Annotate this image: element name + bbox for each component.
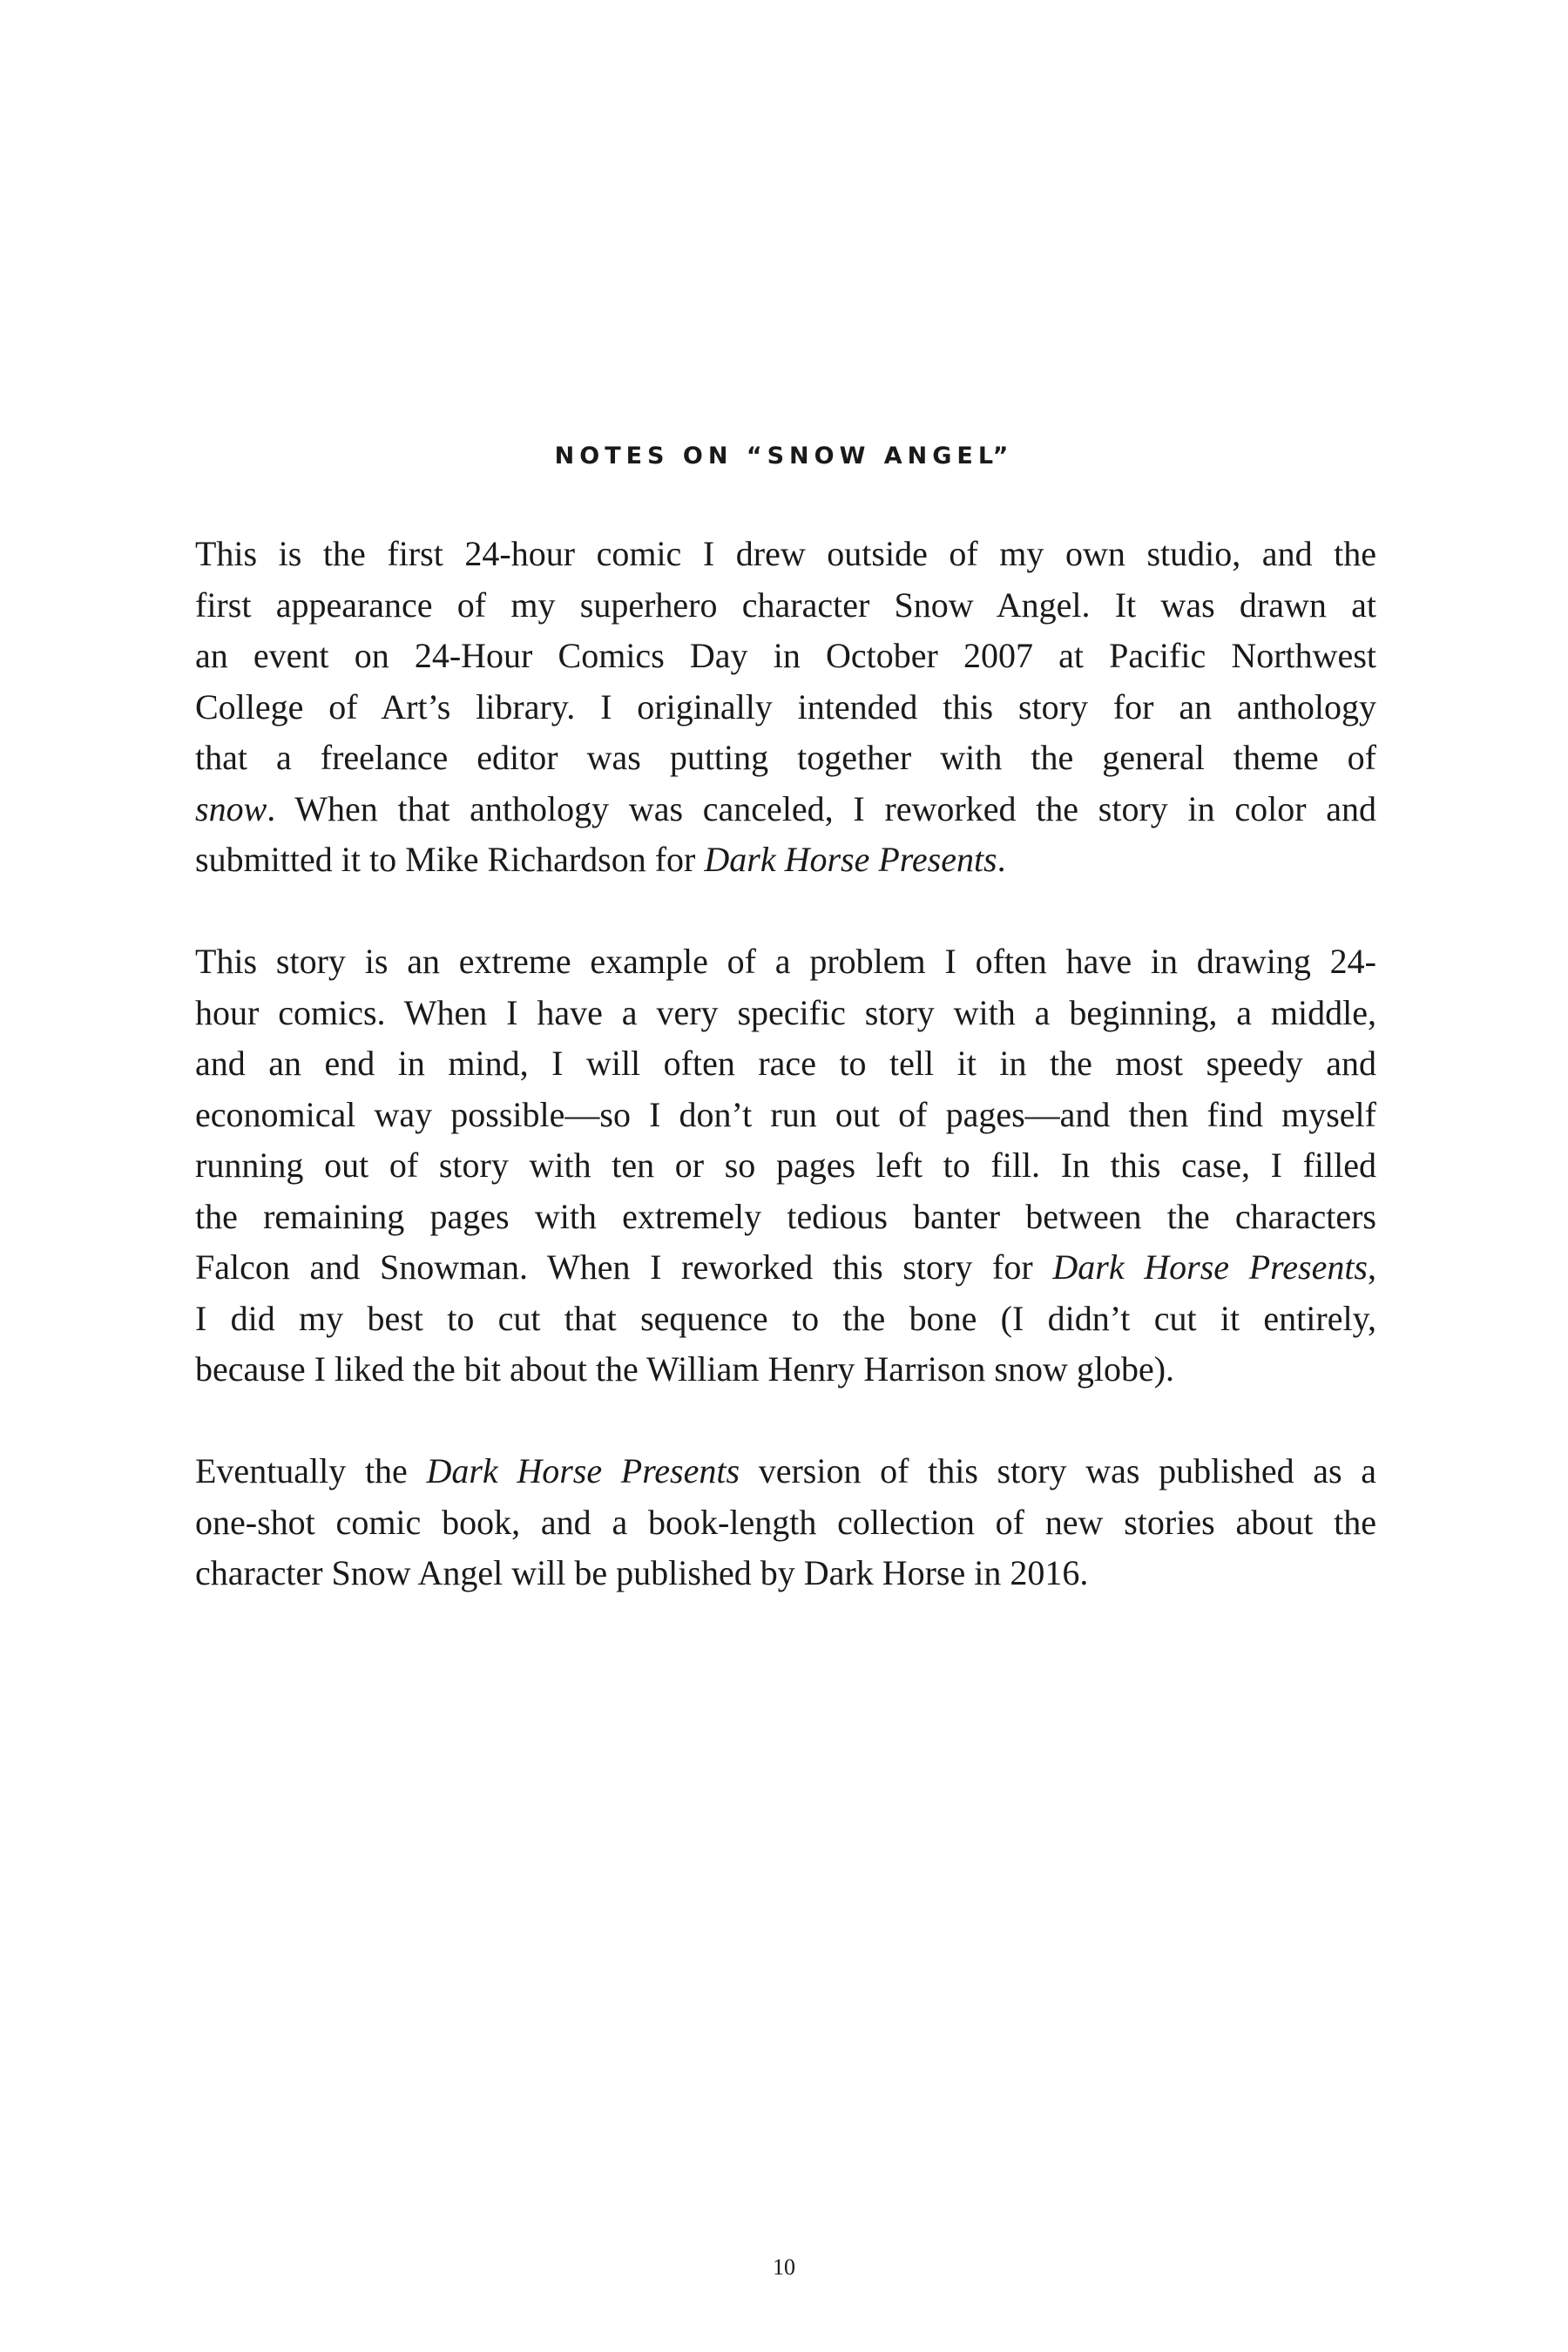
text-segment: hour comics. When I have a very specific story with a beginning, a middle, bbox=[195, 992, 1376, 1032]
text-segment: I did my best to cut that sequence to the bone (I didn’t cut it entirely, bbox=[195, 1298, 1376, 1338]
text-line bbox=[195, 529, 1376, 580]
text-segment: submitted it to Mike Richardson for bbox=[195, 840, 705, 879]
page-number: 10 bbox=[773, 2254, 795, 2280]
text-segment: first appearance of my superhero character Snow Angel. It was drawn at bbox=[195, 585, 1376, 625]
text-line bbox=[195, 1090, 1376, 1141]
text-segment: the remaining pages with extremely tedious banter between the characters bbox=[195, 1196, 1376, 1236]
text-line bbox=[195, 1446, 1376, 1497]
text-segment: This story is an extreme example of a problem I often have in drawing 24- bbox=[195, 942, 1376, 981]
text-line bbox=[195, 1344, 1376, 1396]
text-segment: economical way possible—so I don’t run out of pages—and then find myself bbox=[195, 1094, 1376, 1134]
page-title: NOTES ON “SNOW ANGEL” bbox=[554, 443, 1014, 470]
text-segment: . When that anthology was canceled, I reworked the story in color and bbox=[267, 788, 1376, 828]
text-segment: This is the first 24-hour comic I drew outside of my own studio, and the bbox=[195, 534, 1376, 573]
text-line bbox=[195, 733, 1376, 784]
text-segment: because I liked the bit about the William Henry Harrison snow globe). bbox=[195, 1349, 1175, 1389]
text-line bbox=[195, 1242, 1376, 1294]
text-segment: , bbox=[1368, 1247, 1376, 1287]
text-line bbox=[195, 936, 1376, 988]
italic-text: snow bbox=[195, 788, 267, 828]
text-line bbox=[195, 1192, 1376, 1243]
text-line bbox=[195, 784, 1376, 835]
text-segment: that a freelance editor was putting together with the general theme of bbox=[195, 738, 1376, 777]
body-text bbox=[195, 529, 1376, 1599]
text-segment: version of this story was published as a bbox=[740, 1451, 1377, 1490]
text-line bbox=[195, 1497, 1376, 1549]
paragraph bbox=[195, 1446, 1376, 1599]
text-line bbox=[195, 835, 1376, 886]
text-line bbox=[195, 1140, 1376, 1192]
text-segment: Eventually the bbox=[195, 1451, 427, 1490]
text-segment: running out of story with ten or so pages left to fill. In this case, I filled bbox=[195, 1146, 1376, 1185]
text-segment: an event on 24-Hour Comics Day in October 2007 at Pacific Northwest bbox=[195, 636, 1376, 675]
italic-text: Dark Horse Presents bbox=[1052, 1247, 1368, 1287]
text-line bbox=[195, 631, 1376, 682]
text-segment: character Snow Angel will be published by Dark Horse in 2016. bbox=[195, 1553, 1089, 1592]
text-line bbox=[195, 682, 1376, 733]
text-segment: . bbox=[997, 840, 1006, 879]
paragraph bbox=[195, 529, 1376, 886]
italic-text: Dark Horse Presents bbox=[426, 1451, 740, 1490]
text-segment: and an end in mind, I will often race to tell it in the most speedy and bbox=[195, 1044, 1376, 1083]
text-line bbox=[195, 580, 1376, 632]
text-segment: Falcon and Snowman. When I reworked this story for bbox=[195, 1247, 1053, 1287]
text-segment: College of Art’s library. I originally intended this story for an anthology bbox=[195, 686, 1376, 727]
italic-text: Dark Horse Presents bbox=[704, 840, 997, 879]
text-line bbox=[195, 1294, 1376, 1345]
text-segment: one-shot comic book, and a book-length collection of new stories about the bbox=[195, 1502, 1376, 1542]
text-line bbox=[195, 1038, 1376, 1090]
paragraph bbox=[195, 936, 1376, 1396]
text-line bbox=[195, 988, 1376, 1039]
text-line bbox=[195, 1548, 1376, 1599]
